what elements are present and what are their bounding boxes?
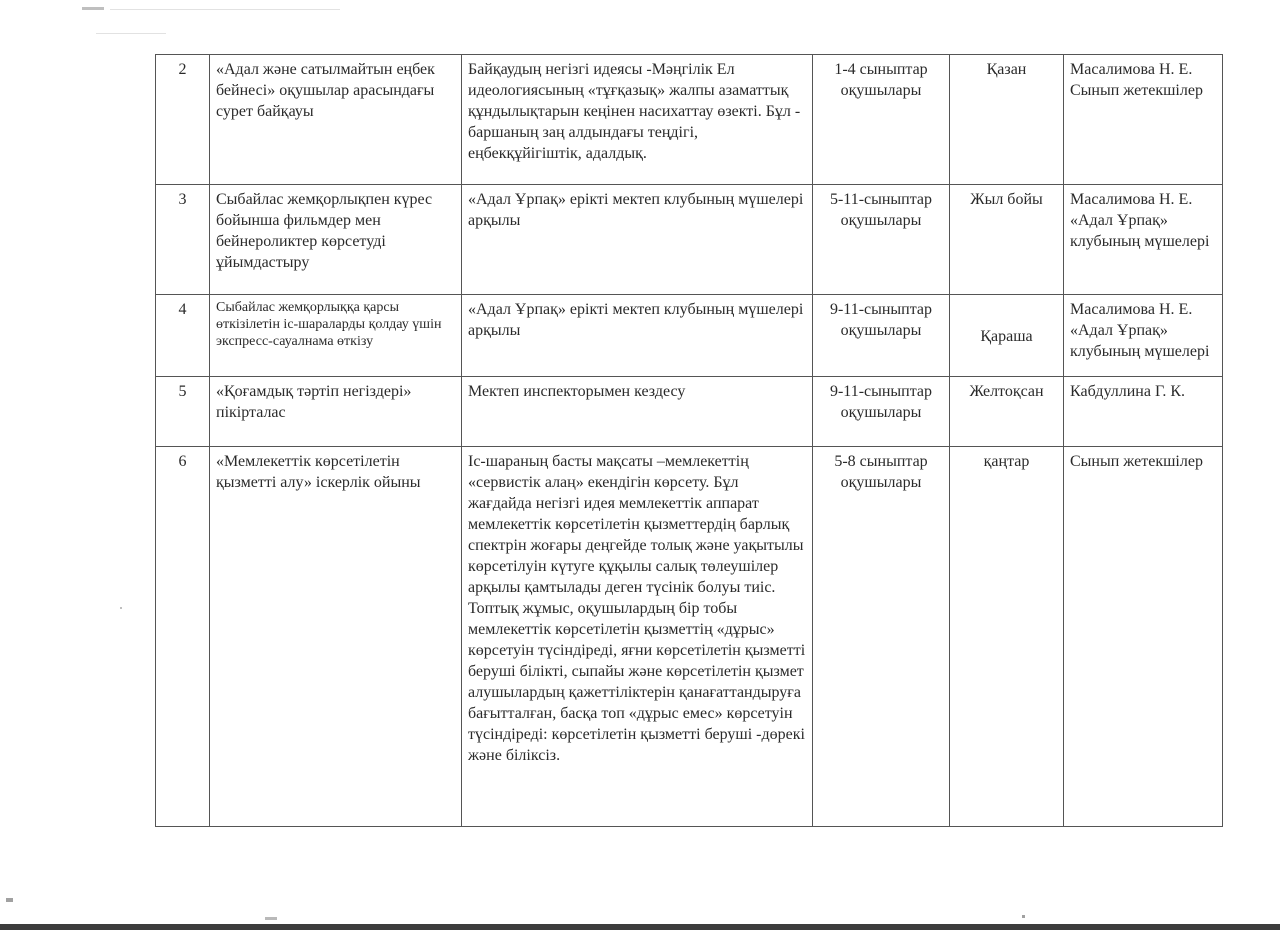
- table-row: [156, 295, 1223, 377]
- row-number: 4: [156, 295, 210, 377]
- event-description: [462, 447, 813, 827]
- description-paragraph: Іс-шараның басты мақсаты –мемлекеттің «сервистік алаң» екендігін көрсету. Бұл жағдайда негізгі идея мемлекеттік аппарат мемлекеттік көрсетілетін қызметтердің барлық спектрін жоғары деңгейде толық және уақытылы көрсетілуін күтуге құқылы салық төлеушілер арқылы қамтылады деген түсінік болуы тиіс.: [468, 453, 804, 596]
- event-name: «Адал және сатылмайтын еңбек бейнесі» оқушылар арасындағы сурет байқауы: [210, 55, 462, 185]
- target-group: 9-11-сыныптар оқушылары: [813, 295, 950, 377]
- event-name: «Мемлекеттік көрсетілетін қызметті алу» іскерлік ойыны: [210, 447, 462, 827]
- event-description: Байқаудың негізгі идеясы -Мәңгілік Ел идеологиясының «тұғқазық» жалпы азаматтық құндылықтарын кеңінен насихаттау өзекті. Бұл - баршаның заң алдындағы теңдігі, еңбекқұйігіштік, адалдық.: [462, 55, 813, 185]
- row-number: 5: [156, 377, 210, 447]
- responsible: Кабдуллина Г. К.: [1064, 377, 1223, 447]
- scan-artifact: [265, 917, 277, 920]
- event-description: Мектеп инспекторымен кездесу: [462, 377, 813, 447]
- target-group: 5-8 сыныптар оқушылары: [813, 447, 950, 827]
- row-number: 3: [156, 185, 210, 295]
- scan-bottom-edge: [0, 924, 1280, 930]
- event-name: Сыбайлас жемқорлықпен күрес бойынша фильмдер мен бейнероликтер көрсетуді ұйымдастыру: [210, 185, 462, 295]
- table-row: [156, 185, 1223, 295]
- responsible: Масалимова Н. Е. «Адал Ұрпақ» клубының мүшелері: [1064, 185, 1223, 295]
- target-group: 1-4 сыныптар оқушылары: [813, 55, 950, 185]
- event-name: «Қоғамдық тәртіп негіздері» пікірталас: [210, 377, 462, 447]
- table-row: [156, 377, 1223, 447]
- responsible: Масалимова Н. Е. «Адал Ұрпақ» клубының мүшелері: [1064, 295, 1223, 377]
- responsible: Сынып жетекшілер: [1064, 447, 1223, 827]
- event-date: Жыл бойы: [950, 185, 1064, 295]
- row-number: 6: [156, 447, 210, 827]
- responsible: Масалимова Н. Е. Сынып жетекшілер: [1064, 55, 1223, 185]
- event-date: Желтоқсан: [950, 377, 1064, 447]
- event-date: қаңтар: [950, 447, 1064, 827]
- table-row: [156, 55, 1223, 185]
- scan-artifact: [1022, 915, 1025, 918]
- events-table: [155, 54, 1223, 827]
- event-date: Қараша: [950, 295, 1064, 377]
- event-description: «Адал Ұрпақ» ерікті мектеп клубының мүшелері арқылы: [462, 185, 813, 295]
- table-row: [156, 447, 1223, 827]
- scan-artifact: [120, 607, 122, 609]
- event-name: Сыбайлас жемқорлыққа қарсы өткізілетін іс-шараларды қолдау үшін экспресс-сауалнама өткізу: [210, 295, 462, 377]
- scan-artifact: [6, 898, 13, 902]
- row-number: 2: [156, 55, 210, 185]
- target-group: 5-11-сыныптар оқушылары: [813, 185, 950, 295]
- event-date: Қазан: [950, 55, 1064, 185]
- scan-artifact: [110, 9, 340, 10]
- description-paragraph: Топтық жұмыс, оқушылардың бір тобы мемлекеттік көрсетілетін қызметтің «дұрыс» көрсетуін түсіндіреді, яғни көрсетілетін қызметті беруші білікті, сыпайы және көрсетілетін қызмет алушылардың қажеттіліктерін қанағаттандыруға бағытталған, басқа топ «дұрыс емес» көрсетуін түсіндіреді: көрсетілетін қызметті беруші -дөрекі және біліксіз.: [468, 600, 806, 764]
- scan-artifact: [82, 7, 104, 10]
- event-description: «Адал Ұрпақ» ерікті мектеп клубының мүшелері арқылы: [462, 295, 813, 377]
- target-group: 9-11-сыныптар оқушылары: [813, 377, 950, 447]
- scan-artifact: [96, 33, 166, 34]
